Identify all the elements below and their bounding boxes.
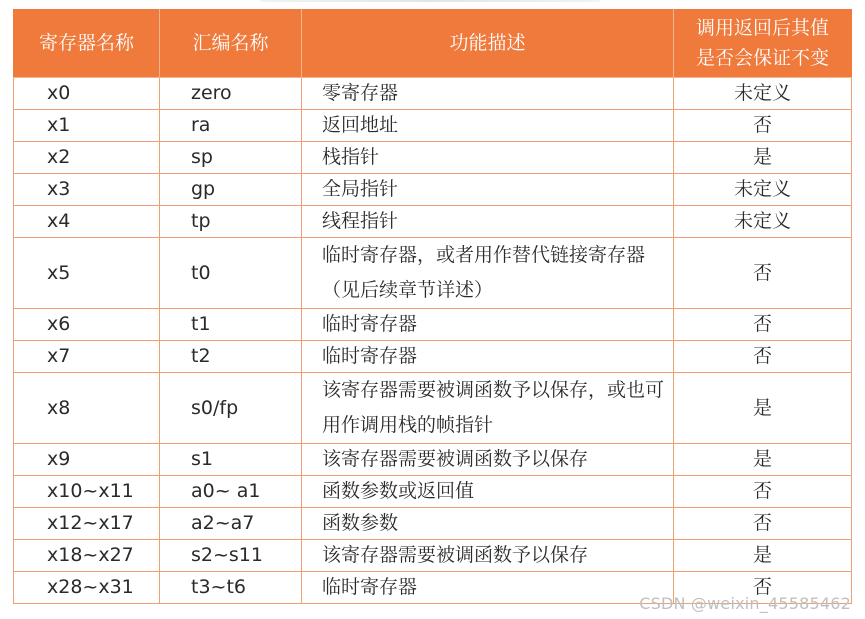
cell-preserved: 否 (674, 508, 852, 540)
cell-preserved: 是 (674, 142, 852, 174)
table-row (14, 78, 852, 110)
cell-description: 零寄存器 (302, 78, 674, 110)
header-preserved-line1: 调用返回后其值 (695, 17, 829, 39)
register-table (13, 9, 852, 604)
table-row (14, 174, 852, 206)
table-header-row (14, 9, 852, 78)
cell-assembly-name: sp (160, 142, 302, 174)
cropped-caption-strip (0, 0, 865, 8)
table-row (14, 142, 852, 174)
table-row (14, 238, 852, 309)
header-description: 功能描述 (302, 9, 674, 78)
cell-description: 临时寄存器，或者用作替代链接寄存器（见后续章节详述） (302, 238, 674, 309)
header-register-name: 寄存器名称 (14, 9, 160, 78)
header-assembly-name: 汇编名称 (160, 9, 302, 78)
cell-register: x8 (14, 373, 160, 444)
header-preserved (674, 9, 852, 78)
table-row (14, 373, 852, 444)
cell-assembly-name: tp (160, 206, 302, 238)
cell-assembly-name: t2 (160, 341, 302, 373)
cell-assembly-name: s2~s11 (160, 540, 302, 572)
cell-assembly-name: s0/fp (160, 373, 302, 444)
table-row (14, 540, 852, 572)
cell-preserved: 否 (674, 238, 852, 309)
table-row (14, 206, 852, 238)
cell-register: x10~x11 (14, 476, 160, 508)
cell-assembly-name: ra (160, 110, 302, 142)
cell-description: 临时寄存器 (302, 309, 674, 341)
cell-register: x12~x17 (14, 508, 160, 540)
cell-preserved: 未定义 (674, 174, 852, 206)
cell-register: x1 (14, 110, 160, 142)
table-body (14, 78, 852, 604)
cell-register: x7 (14, 341, 160, 373)
cell-preserved: 否 (674, 476, 852, 508)
cell-register: x18~x27 (14, 540, 160, 572)
cell-description: 该寄存器需要被调函数予以保存 (302, 540, 674, 572)
cell-register: x4 (14, 206, 160, 238)
cell-preserved: 否 (674, 309, 852, 341)
cell-description: 栈指针 (302, 142, 674, 174)
table-row (14, 309, 852, 341)
cropped-caption (260, 0, 600, 2)
cell-description: 该寄存器需要被调函数予以保存 (302, 444, 674, 476)
cell-assembly-name: t1 (160, 309, 302, 341)
cell-register: x6 (14, 309, 160, 341)
cell-register: x28~x31 (14, 572, 160, 604)
cell-description: 函数参数或返回值 (302, 476, 674, 508)
watermark: CSDN @weixin_45585462 (639, 594, 851, 613)
cell-assembly-name: zero (160, 78, 302, 110)
header-preserved-line2: 是否会保证不变 (695, 47, 829, 69)
table-row (14, 476, 852, 508)
cell-register: x5 (14, 238, 160, 309)
cell-preserved: 否 (674, 572, 852, 604)
table-row (14, 341, 852, 373)
cell-description: 全局指针 (302, 174, 674, 206)
cell-preserved: 否 (674, 341, 852, 373)
cell-description: 临时寄存器 (302, 341, 674, 373)
cell-preserved: 是 (674, 540, 852, 572)
cell-preserved: 是 (674, 373, 852, 444)
cell-assembly-name: t3~t6 (160, 572, 302, 604)
cell-preserved: 未定义 (674, 206, 852, 238)
cell-description: 函数参数 (302, 508, 674, 540)
table-row (14, 444, 852, 476)
cell-assembly-name: t0 (160, 238, 302, 309)
cell-assembly-name: a0~ a1 (160, 476, 302, 508)
cell-register: x9 (14, 444, 160, 476)
cell-description: 该寄存器需要被调函数予以保存，或也可用作调用栈的帧指针 (302, 373, 674, 444)
cell-preserved: 未定义 (674, 78, 852, 110)
cell-assembly-name: s1 (160, 444, 302, 476)
cell-description: 线程指针 (302, 206, 674, 238)
cell-register: x0 (14, 78, 160, 110)
cell-preserved: 是 (674, 444, 852, 476)
table-row (14, 110, 852, 142)
cell-preserved: 否 (674, 110, 852, 142)
cell-assembly-name: gp (160, 174, 302, 206)
cell-assembly-name: a2~a7 (160, 508, 302, 540)
cell-description: 临时寄存器 (302, 572, 674, 604)
table-row (14, 508, 852, 540)
cell-register: x3 (14, 174, 160, 206)
cell-register: x2 (14, 142, 160, 174)
cell-description: 返回地址 (302, 110, 674, 142)
